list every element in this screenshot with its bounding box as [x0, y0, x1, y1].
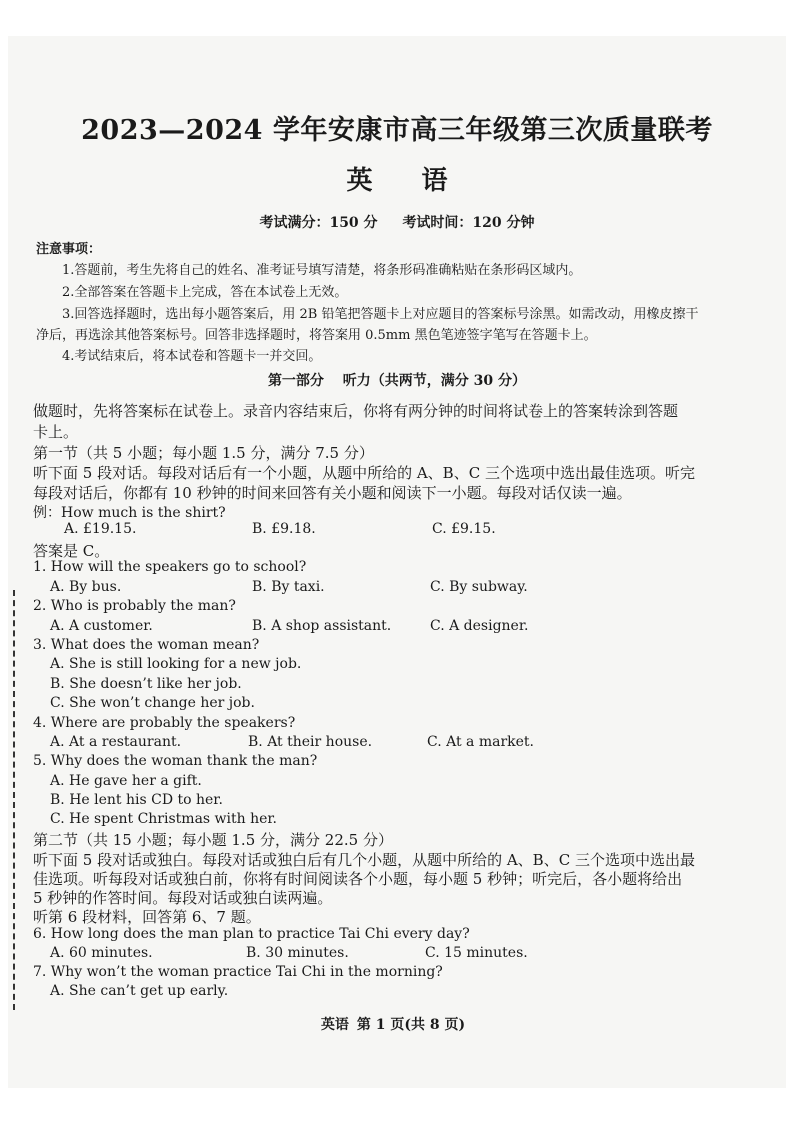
- question-6: 6. How long does the man plan to practice Tai Chi every day?: [33, 926, 470, 942]
- q1-option-a: A. By bus.: [50, 579, 122, 595]
- section2-instr-2: 佳选项。听每段对话或独白前，你将有时间阅读各个小题，每小题 5 秒钟；听完后，各小题将给出: [33, 870, 683, 888]
- part1-intro-line-1: 做题时，先将答案标在试卷上。录音内容结束后，你将有两分钟的时间将试卷上的答案转涂到答题: [33, 402, 679, 420]
- q4-option-c: C. At a market.: [427, 734, 535, 750]
- q4-option-b: B. At their house.: [248, 734, 373, 750]
- question-7: 7. Why won’t the woman practice Tai Chi in the morning?: [33, 964, 443, 980]
- part1-intro-line-2: 卡上。: [33, 423, 79, 441]
- q5-option-b: B. He lent his CD to her.: [50, 792, 223, 808]
- notice-item-1: 1.答题前，考生先将自己的姓名、准考证号填写清楚，将条形码准确粘贴在条形码区域内。: [62, 263, 582, 278]
- section2-instr-1: 听下面 5 段对话或独白。每段对话或独白后有几个小题，从题中所给的 A、B、C 三个选项中选出最: [33, 851, 695, 869]
- footer-subject: 英语: [320, 1017, 349, 1033]
- section1-title: 第一节（共 5 小题；每小题 1.5 分，满分 7.5 分）: [33, 444, 374, 462]
- material-6-heading: 听第 6 段材料，回答第 6、7 题。: [33, 908, 261, 926]
- notice-item-3-cont: 净后，再选涂其他答案标号。回答非选择题时，将答案用 0.5mm 黑色笔迹签字笔写在答题卡上。: [36, 328, 597, 343]
- example-question: 例：How much is the shirt?: [33, 505, 226, 521]
- page-footer: [0, 1014, 794, 1034]
- q3-option-b: B. She doesn’t like her job.: [50, 676, 242, 692]
- q3-option-c: C. She won’t change her job.: [50, 695, 255, 711]
- exam-info: [0, 212, 794, 232]
- q5-option-a: A. He gave her a gift.: [50, 773, 202, 789]
- q6-option-b: B. 30 minutes.: [246, 945, 349, 961]
- q2-option-a: A. A customer.: [50, 618, 153, 634]
- example-answer: 答案是 C。: [33, 542, 110, 560]
- full-score: 考试满分：150 分: [259, 215, 378, 231]
- example-option-a: A. £19.15.: [64, 521, 137, 537]
- q5-option-c: C. He spent Christmas with her.: [50, 811, 278, 827]
- notice-item-3: 3.回答选择题时，选出每小题答案后，用 2B 铅笔把答题卡上对应题目的答案标号涂黑。如需改动，用橡皮擦干: [62, 307, 699, 322]
- q7-option-a: A. She can’t get up early.: [50, 983, 229, 999]
- q1-option-b: B. By taxi.: [252, 579, 325, 595]
- q1-option-c: C. By subway.: [430, 579, 528, 595]
- question-2: 2. Who is probably the man?: [33, 598, 236, 614]
- section2-instr-3: 5 秒钟的作答时间。每段对话或独白读两遍。: [33, 889, 333, 907]
- section2-title: 第二节（共 15 小题；每小题 1.5 分，满分 22.5 分）: [33, 831, 393, 849]
- q6-option-a: A. 60 minutes.: [50, 945, 153, 961]
- exam-title: 2023—2024 学年安康市高三年级第三次质量联考: [81, 115, 713, 146]
- question-4: 4. Where are probably the speakers?: [33, 715, 296, 731]
- notice-item-4: 4.考试结束后，将本试卷和答题卡一并交回。: [62, 349, 322, 364]
- subject-title: 英 语: [346, 166, 468, 196]
- q2-option-c: C. A designer.: [430, 618, 529, 634]
- example-option-c: C. £9.15.: [432, 521, 496, 537]
- binding-dashed-line: [13, 590, 15, 1010]
- q2-option-b: B. A shop assistant.: [252, 618, 392, 634]
- footer-page: 第 1 页(共 8 页): [356, 1017, 466, 1033]
- q4-option-a: A. At a restaurant.: [50, 734, 182, 750]
- question-3: 3. What does the woman mean?: [33, 637, 260, 653]
- q3-option-a: A. She is still looking for a new job.: [50, 656, 302, 672]
- section1-instr-1: 听下面 5 段对话。每段对话后有一个小题，从题中所给的 A、B、C 三个选项中选出最佳选项。听完: [33, 464, 695, 482]
- notice-item-2: 2.全部答案在答题卡上完成，答在本试卷上无效。: [62, 285, 348, 300]
- question-1: 1. How will the speakers go to school?: [33, 559, 307, 575]
- notice-title: 注意事项：: [36, 242, 102, 257]
- section1-instr-2: 每段对话后，你都有 10 秒钟的时间来回答有关小题和阅读下一小题。每段对话仅读一遍。: [33, 484, 632, 502]
- exam-time: 考试时间：120 分钟: [402, 215, 535, 231]
- question-5: 5. Why does the woman thank the man?: [33, 753, 318, 769]
- part1-title: 第一部分 听力（共两节，满分 30 分）: [267, 373, 527, 389]
- example-option-b: B. £9.18.: [252, 521, 316, 537]
- q6-option-c: C. 15 minutes.: [425, 945, 528, 961]
